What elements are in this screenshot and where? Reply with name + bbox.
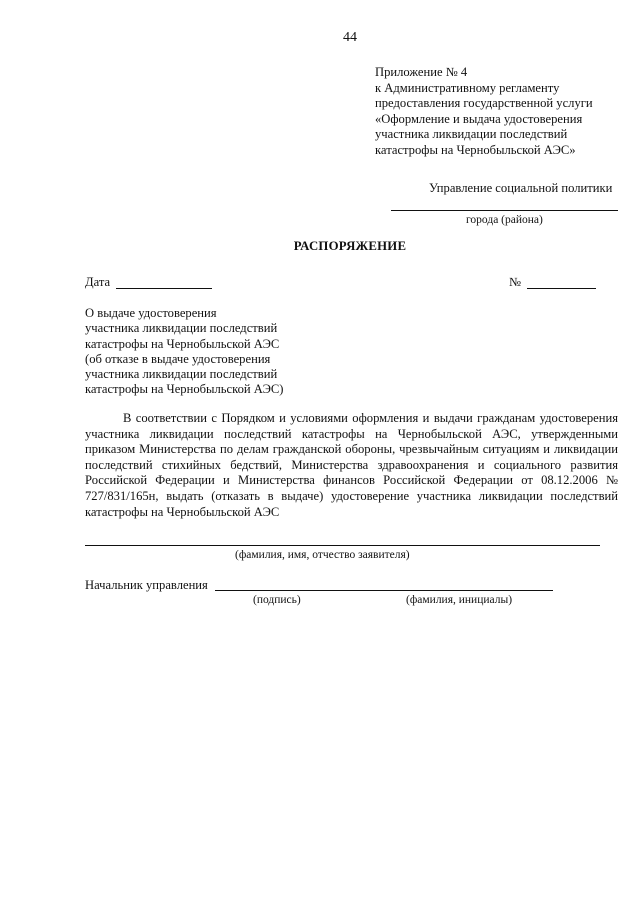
subject-line: участника ликвидации последствий (85, 321, 278, 336)
city-blank-line (391, 210, 618, 211)
number-blank-line (527, 288, 596, 289)
subject-block (85, 306, 283, 398)
appendix-line: катастрофы на Чернобыльской АЭС» (375, 142, 576, 157)
appendix-note (375, 65, 593, 158)
page-number: 44 (343, 30, 357, 45)
subject-line: участника ликвидации последствий (85, 367, 278, 382)
applicant-caption: (фамилия, имя, отчество заявителя) (235, 549, 410, 561)
date-label: Дата (85, 275, 111, 289)
name-caption: (фамилия, инициалы) (406, 594, 513, 606)
appendix-line: «Оформление и выдача удостоверения (375, 111, 583, 126)
subject-line: (об отказе в выдаче удостоверения (85, 351, 271, 366)
subject-line: катастрофы на Чернобыльской АЭС (85, 336, 280, 351)
department-name: Управление социальной политики (429, 181, 613, 195)
applicant-blank-line (85, 545, 600, 546)
body-paragraph (85, 411, 618, 520)
document-title: РАСПОРЯЖЕНИЕ (293, 239, 407, 253)
signature-blank-line (215, 590, 553, 591)
appendix-line: участника ликвидации последствий (375, 127, 568, 141)
appendix-line: предоставления государственной услуги (375, 96, 593, 110)
subject-line: О выдаче удостоверения (85, 306, 217, 320)
signature-caption: (подпись) (253, 594, 301, 606)
appendix-line: к Административному регламенту (375, 80, 560, 95)
city-caption: города (района) (466, 214, 543, 226)
body-text: В соответствии с Порядком и условиями оформления и выдачи гражданам удостоверения участника ликвидации последствий катастрофы на Чернобыльской АЭС, утвержденными приказом Министерства по делам гражданской обороны, чрезвычайным ситуациям и ликвидации последствий стихийных бедствий, Министерства здравоохранения и социального развития Российской Федерации и Министерства финансов Российской Федерации от 08.12.2006 № 727/831/165н, выдать (отказать в выдаче) удостоверение участника ликвидации последствий катастрофы на Чернобыльской АЭС (85, 411, 618, 519)
date-blank-line (116, 288, 212, 289)
number-label: № (509, 275, 522, 289)
head-label: Начальник управления (85, 578, 208, 592)
subject-line: катастрофы на Чернобыльской АЭС) (85, 382, 284, 397)
appendix-line: Приложение № 4 (375, 65, 468, 79)
